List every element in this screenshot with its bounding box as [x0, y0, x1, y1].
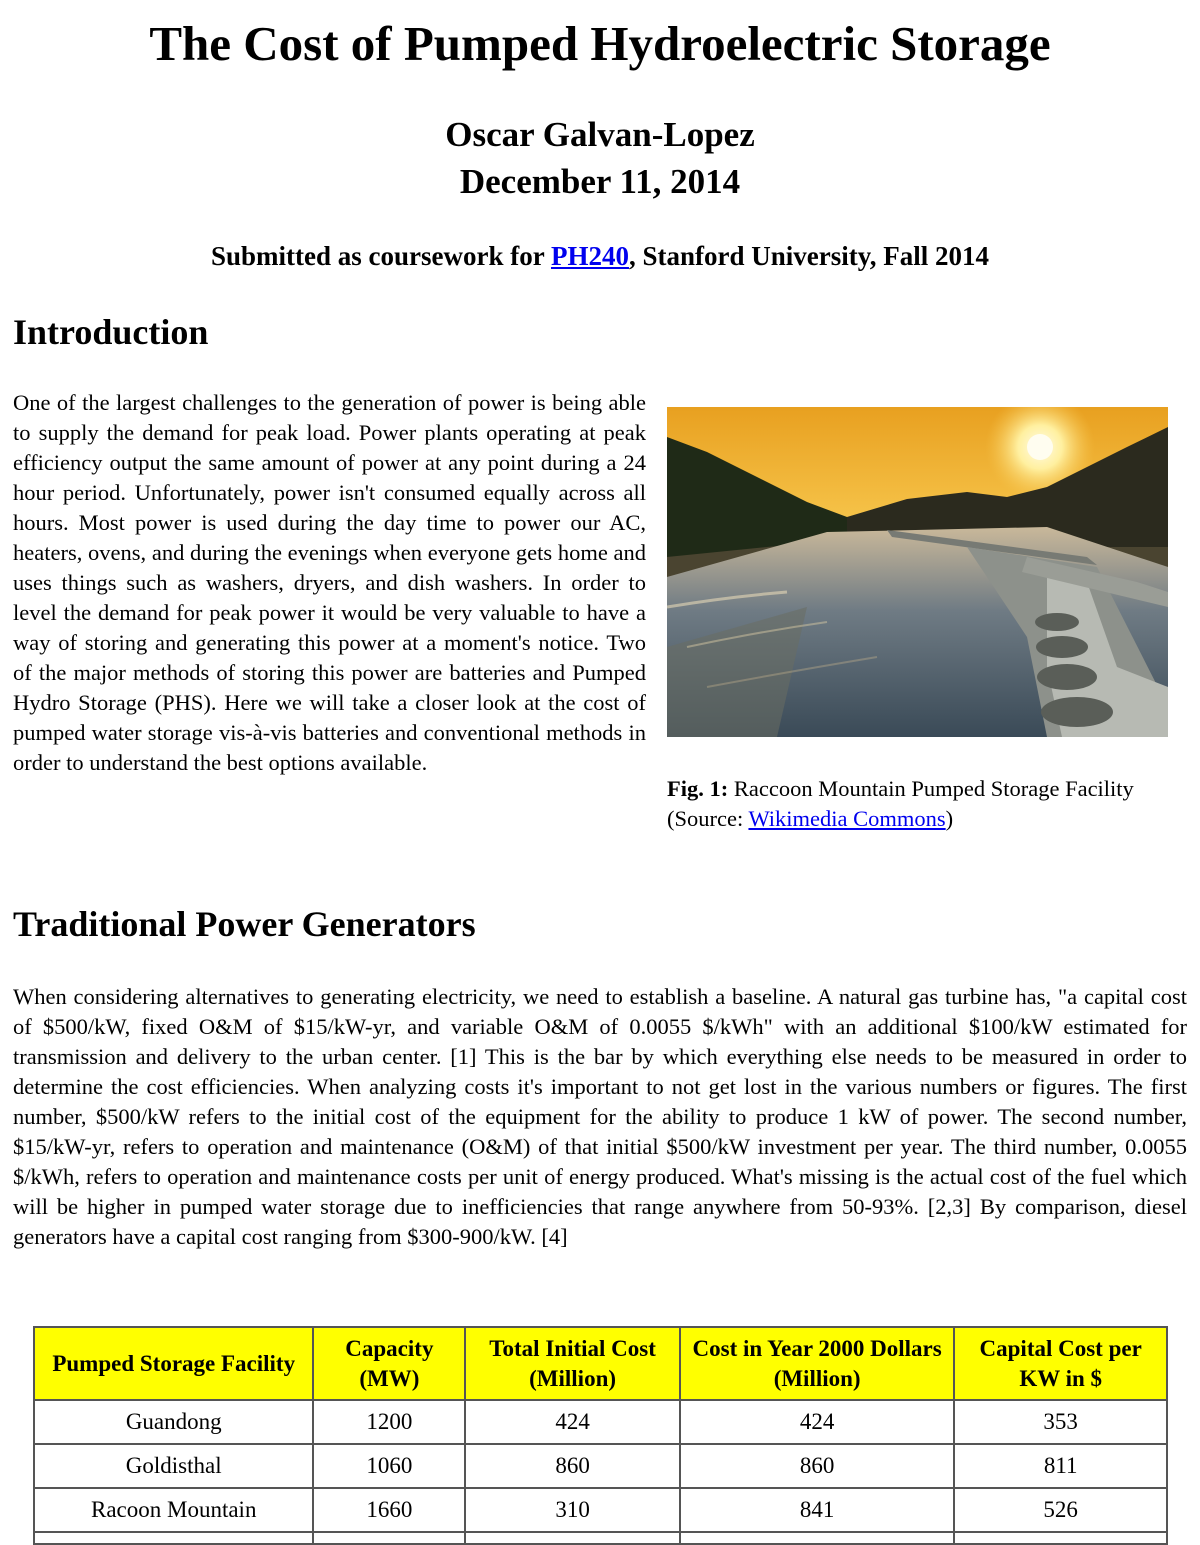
course-link[interactable]: PH240 — [550, 241, 629, 271]
publication-date: December 11, 2014 — [459, 162, 741, 201]
table-cell: 1060 — [313, 1444, 465, 1488]
table-header: Cost in Year 2000 Dollars (Million) — [680, 1327, 954, 1400]
page-title: The Cost of Pumped Hydroelectric Storage — [149, 16, 1051, 71]
table-cell: Guandong — [34, 1400, 313, 1444]
figure-caption — [667, 774, 1167, 834]
introduction-paragraph: One of the largest challenges to the generation of power is being able to supply the demand for peak load. Power plants operating at peak efficiency output the same amount of power at any point during a 24 hour period. Unfortunately, power isn't consumed equally across all hours. Most power is used during the day time to power our AC, heaters, ovens, and during the evenings when everyone gets home and uses things such as washers, dryers, and dish washers. In order to level the demand for peak power it would be very valuable to have a way of storing and generating this power at a moment's notice. Two of the major methods of storing this power are batteries and Pumped Hydro Storage (PHS). Here we will take a closer look at the cost of pumped water storage vis-à-vis batteries and conventional methods in order to understand the best options available. — [13, 390, 646, 775]
table-cell: 860 — [680, 1444, 954, 1488]
table-row-cut — [34, 1532, 1167, 1544]
table-cell: 424 — [465, 1400, 680, 1444]
author-name: Oscar Galvan-Lopez — [445, 115, 755, 154]
table-cell — [954, 1532, 1167, 1544]
cost-table — [33, 1326, 1168, 1545]
table-cell: 353 — [954, 1400, 1167, 1444]
figure-caption-end: ) — [945, 806, 954, 831]
table-cell: 526 — [954, 1488, 1167, 1532]
submission-prefix: Submitted as coursework for — [210, 241, 551, 271]
table-cell: Racoon Mountain — [34, 1488, 313, 1532]
table-cell: 424 — [680, 1400, 954, 1444]
table-cell: 1200 — [313, 1400, 465, 1444]
table-row — [34, 1488, 1167, 1532]
table-header: Capacity (MW) — [313, 1327, 465, 1400]
wikimedia-link[interactable]: Wikimedia Commons — [748, 806, 946, 831]
table-cell: Goldisthal — [34, 1444, 313, 1488]
traditional-generators-paragraph: When considering alternatives to generating electricity, we need to establish a baseline. A natural gas turbine has, "a capital cost of $500/kW, fixed O&M of $15/kW-yr, and variable O&M of 0.0055 $/kWh" with an additional $100/kW estimated for transmission and delivery to the urban center. [1] This is the bar by which everything else needs to be measured in order to determine the cost efficiencies. When analyzing costs it's important to not get lost in the various numbers or figures. The first number, $500/kW refers to the initial cost of the equipment for the ability to produce 1 kW of power. The second number, $15/kW-yr, refers to operation and maintenance (O&M) of that initial $500/kW investment per year. The third number, 0.0055 $/kWh, refers to operation and maintenance costs per unit of energy produced. What's missing is the actual cost of the fuel which will be higher in pumped water storage due to inefficiencies that range anywhere from 50-93%. [2,3] By comparison, diesel generators have a capital cost ranging from $300-900/kW. [4] — [13, 984, 1187, 1249]
table-cell: 811 — [954, 1444, 1167, 1488]
submission-suffix: , Stanford University, Fall 2014 — [628, 241, 989, 271]
table-row — [34, 1400, 1167, 1444]
introduction-heading: Introduction — [13, 312, 209, 352]
raccoon-mountain-photo — [667, 407, 1168, 737]
table-cell — [34, 1532, 313, 1544]
table-cell: 1660 — [313, 1488, 465, 1532]
table-header: Capital Cost per KW in $ — [954, 1327, 1167, 1400]
table-cell — [680, 1532, 954, 1544]
table-header-row — [34, 1327, 1167, 1400]
table-cell: 860 — [465, 1444, 680, 1488]
table-header: Pumped Storage Facility — [34, 1327, 313, 1400]
table-cell — [465, 1532, 680, 1544]
traditional-generators-heading: Traditional Power Generators — [13, 904, 476, 944]
submission-note — [0, 238, 1200, 274]
table-cell: 310 — [465, 1488, 680, 1532]
table-header: Total Initial Cost (Million) — [465, 1327, 680, 1400]
figure-caption-text: Raccoon Mountain Pumped Storage Facility (Source: — [667, 776, 1134, 831]
figure-label: Fig. 1: — [667, 776, 729, 801]
table-cell: 841 — [680, 1488, 954, 1532]
table-row — [34, 1444, 1167, 1488]
table-cell — [313, 1532, 465, 1544]
